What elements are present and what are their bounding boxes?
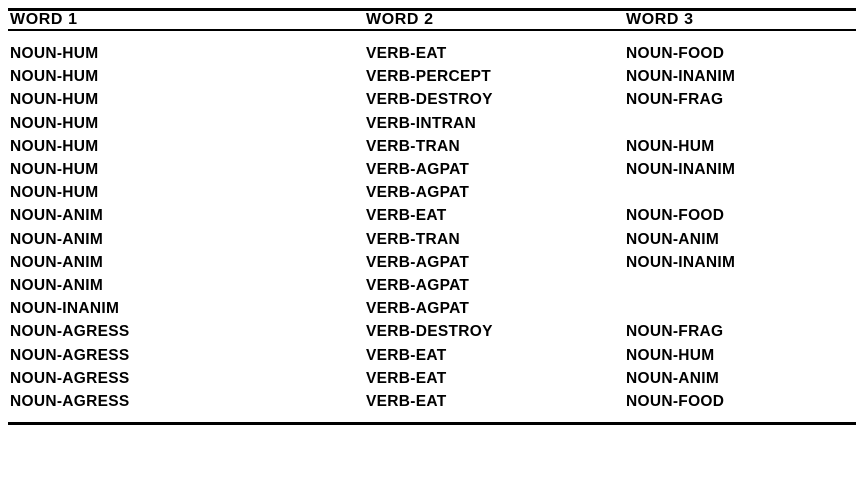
cell-word-1: NOUN-HUM: [10, 137, 99, 155]
table-row: [8, 251, 856, 274]
cell-word-2: VERB-EAT: [366, 369, 447, 387]
cell-word-3: [626, 274, 856, 297]
cell-word-2: VERB-INTRAN: [366, 114, 477, 132]
table-row: [8, 65, 856, 88]
table-row: [8, 367, 856, 390]
cell-word-2: VERB-PERCEPT: [366, 68, 492, 86]
cell-word-3: [626, 297, 856, 320]
table-row: [8, 390, 856, 413]
cell-word-3: [626, 112, 856, 135]
cell-word-3: NOUN-FRAG: [626, 323, 724, 341]
column-header-word-2: WORD 2: [366, 11, 434, 28]
cell-word-1: NOUN-ANIM: [10, 277, 104, 295]
table-row: [8, 158, 856, 181]
table-header-row: [8, 11, 856, 30]
cell-word-2: VERB-AGPAT: [366, 161, 470, 179]
grammar-table-container: [8, 8, 856, 425]
table-row: [8, 320, 856, 343]
cell-word-2: VERB-AGPAT: [366, 277, 470, 295]
cell-word-1: NOUN-AGRESS: [10, 346, 130, 364]
cell-word-3: NOUN-FRAG: [626, 91, 724, 109]
cell-word-1: NOUN-AGRESS: [10, 393, 130, 411]
table-row: [8, 112, 856, 135]
cell-word-1: NOUN-HUM: [10, 114, 99, 132]
table-row: [8, 88, 856, 111]
cell-word-3: [626, 181, 856, 204]
column-header-word-3: WORD 3: [626, 11, 694, 28]
cell-word-2: VERB-EAT: [366, 45, 447, 62]
cell-word-1: NOUN-ANIM: [10, 253, 104, 271]
cell-word-1: NOUN-ANIM: [10, 207, 104, 225]
cell-word-1: NOUN-AGRESS: [10, 323, 130, 341]
table-row: [8, 297, 856, 320]
cell-word-3: NOUN-FOOD: [626, 207, 725, 225]
cell-word-3: NOUN-INANIM: [626, 68, 736, 86]
cell-word-2: VERB-DESTROY: [366, 323, 493, 341]
cell-word-3: NOUN-ANIM: [626, 230, 720, 248]
cell-word-3: NOUN-INANIM: [626, 253, 736, 271]
cell-word-2: VERB-AGPAT: [366, 300, 470, 318]
cell-word-2: VERB-AGPAT: [366, 253, 470, 271]
table-header-spacer: [8, 31, 856, 42]
grammar-table: [8, 8, 856, 425]
cell-word-2: VERB-AGPAT: [366, 184, 470, 202]
cell-word-1: NOUN-ANIM: [10, 230, 104, 248]
cell-word-1: NOUN-INANIM: [10, 300, 120, 318]
table-row: [8, 42, 856, 65]
cell-word-3: NOUN-INANIM: [626, 161, 736, 179]
cell-word-3: NOUN-FOOD: [626, 393, 725, 411]
cell-word-2: VERB-TRAN: [366, 230, 460, 248]
table-row: [8, 344, 856, 367]
table-bottom-rule: [8, 424, 856, 426]
cell-word-3: NOUN-HUM: [626, 137, 715, 155]
cell-word-1: NOUN-HUM: [10, 68, 99, 86]
table-row: [8, 135, 856, 158]
column-header-word-1: WORD 1: [10, 11, 78, 28]
cell-word-1: NOUN-HUM: [10, 45, 99, 62]
cell-word-3: NOUN-HUM: [626, 346, 715, 364]
table-bottom-spacer: [8, 413, 856, 424]
table-row: [8, 274, 856, 297]
cell-word-3: NOUN-ANIM: [626, 369, 720, 387]
cell-word-1: NOUN-AGRESS: [10, 369, 130, 387]
cell-word-2: VERB-TRAN: [366, 137, 460, 155]
table-row: [8, 181, 856, 204]
table-row: [8, 228, 856, 251]
cell-word-3: NOUN-FOOD: [626, 45, 725, 62]
cell-word-2: VERB-EAT: [366, 393, 447, 411]
cell-word-1: NOUN-HUM: [10, 184, 99, 202]
cell-word-2: VERB-EAT: [366, 346, 447, 364]
cell-word-2: VERB-DESTROY: [366, 91, 493, 109]
table-row: [8, 204, 856, 227]
cell-word-1: NOUN-HUM: [10, 161, 99, 179]
cell-word-1: NOUN-HUM: [10, 91, 99, 109]
cell-word-2: VERB-EAT: [366, 207, 447, 225]
